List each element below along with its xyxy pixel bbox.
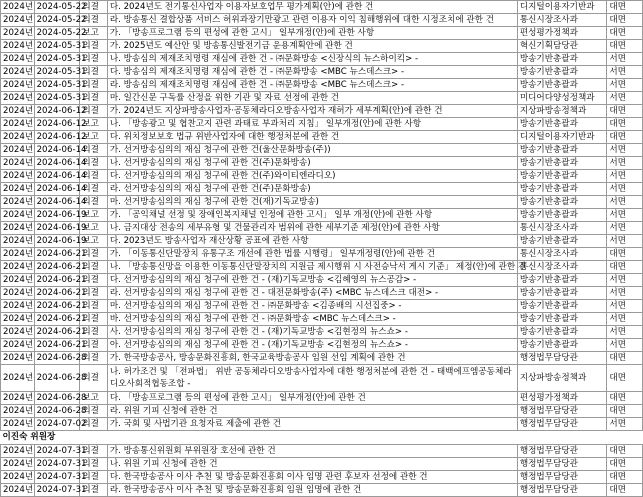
kind-cell: 의결 (80, 300, 107, 313)
table-row (1, 222, 643, 235)
meeting-type-cell: 대면 (607, 445, 643, 458)
kind-cell: 보고 (80, 222, 107, 235)
table-row (1, 183, 643, 196)
department-cell: 방송기반총괄과 (517, 339, 607, 352)
year-cell: 2024년 (1, 287, 35, 300)
department-cell: 방송기반총괄과 (517, 313, 607, 326)
meeting-type-cell: 대면 (607, 118, 643, 131)
meeting-type-cell: 서면 (607, 79, 643, 92)
agenda-title-cell: 라. 방송통신 결합상품 서비스 허위과장기만광고 관련 이용자 이익 침해행위에 대한 시정조치에 관한 건 (107, 14, 517, 27)
meeting-type-cell: 서면 (607, 326, 643, 339)
agenda-title-cell: 다. 2023년도 방송사업자 재산상황 공표에 관한 사항 (107, 235, 517, 248)
meeting-type-cell: 대면 (607, 352, 643, 365)
department-cell: 방송기반총괄과 (517, 326, 607, 339)
year-cell: 2024년 (1, 105, 35, 118)
department-cell: 방송기반총괄과 (517, 66, 607, 79)
table-row (1, 235, 643, 248)
date-cell: 2024-06-21 (34, 339, 80, 352)
agenda-title-cell: 가. 「공익채널 선정 및 장애인복지채널 인정에 관한 고시」 일부 개정(안)에 관한 사항 (107, 209, 517, 222)
agenda-title-cell: 라. 위원 기피 신청에 관한 건 (107, 405, 517, 418)
meeting-type-cell: 서면 (607, 92, 643, 105)
department-cell: 미디어다양성정책과 (517, 92, 607, 105)
agenda-title-cell: 라. 선거방송심의의 재심 청구에 관한 건 - 대전문화방송(주) <MBC 뉴스데스크 대전> - (107, 287, 517, 300)
date-cell: 2024-06-19 (34, 235, 80, 248)
agenda-title-cell: 나. 허가조건 및 「전파법」 위반 공동체라디오방송사업자에 대한 행정처분에 관한 건 - 태백에프엠공동체라디오사회적협동조합 - (107, 365, 517, 392)
department-cell: 방송기반총괄과 (517, 79, 607, 92)
date-cell: 2024-07-31 (34, 484, 80, 497)
year-cell: 2024년 (1, 118, 35, 131)
table-row (1, 92, 643, 105)
kind-cell: 의결 (80, 157, 107, 170)
date-cell: 2024-06-12 (34, 118, 80, 131)
year-cell: 2024년 (1, 235, 35, 248)
department-cell: 방송기반총괄과 (517, 183, 607, 196)
department-cell: 방송기반총괄과 (517, 53, 607, 66)
table-row (1, 405, 643, 418)
agenda-title-cell: 가. 국회 및 사법기관 요청자료 제출에 관한 건 (107, 418, 517, 431)
kind-cell: 의결 (80, 326, 107, 339)
table-row (1, 313, 643, 326)
department-cell: 행정법무담당관 (517, 445, 607, 458)
table-row (1, 445, 643, 458)
table-row (1, 418, 643, 431)
kind-cell: 의결 (80, 79, 107, 92)
date-cell: 2024-06-14 (34, 170, 80, 183)
date-cell: 2024-06-28 (34, 392, 80, 405)
year-cell: 2024년 (1, 79, 35, 92)
date-cell: 2024-06-21 (34, 274, 80, 287)
department-cell: 행정법무담당관 (517, 418, 607, 431)
department-cell: 방송기반총괄과 (517, 170, 607, 183)
kind-cell: 보고 (80, 209, 107, 222)
date-cell: 2024-05-31 (34, 79, 80, 92)
agenda-title-cell: 다. 「방송프로그램 등의 편성에 관한 고시」 일부개정(안)에 관한 건 (107, 392, 517, 405)
department-cell: 방송기반총괄과 (517, 144, 607, 157)
kind-cell: 의결 (80, 144, 107, 157)
department-cell: 행정법무담당관 (517, 458, 607, 471)
year-cell: 2024년 (1, 144, 35, 157)
year-cell: 2024년 (1, 484, 35, 497)
date-cell: 2024-05-31 (34, 53, 80, 66)
meeting-type-cell: 대면 (607, 458, 643, 471)
agenda-title-cell: 가. 선거방송심의의 재심 청구에 관한 건(울산문화방송(주)) (107, 144, 517, 157)
section-row (1, 431, 643, 445)
agenda-title-cell: 라. 선거방송심의의 재심 청구에 관한 건(주)문화방송) (107, 183, 517, 196)
year-cell: 2024년 (1, 392, 35, 405)
date-cell: 2024-07-31 (34, 445, 80, 458)
department-cell: 디지털이용자기반과 (517, 131, 607, 144)
agenda-title-cell: 아. 선거방송심의의 재심 청구에 관한 건 - (재)기독교방송 <김현정의 뉴스쇼> - (107, 339, 517, 352)
year-cell: 2024년 (1, 92, 35, 105)
table-row (1, 261, 643, 274)
meeting-type-cell: 서면 (607, 300, 643, 313)
meeting-type-cell: 서면 (607, 287, 643, 300)
agenda-title-cell: 나. 방송심의 제재조치명령 재심에 관한 건 - ㈜문화방송 <신장식의 뉴스하이킥> - (107, 53, 517, 66)
department-cell: 방송기반총괄과 (517, 287, 607, 300)
kind-cell: 의결 (80, 105, 107, 118)
meeting-type-cell: 서면 (607, 66, 643, 79)
kind-cell: 의결 (80, 458, 107, 471)
year-cell: 2024년 (1, 471, 35, 484)
kind-cell: 의결 (80, 183, 107, 196)
date-cell: 2024-07-31 (34, 458, 80, 471)
kind-cell: 의결 (80, 287, 107, 300)
year-cell: 2024년 (1, 365, 35, 392)
meeting-type-cell: 대면 (607, 248, 643, 261)
table-row (1, 300, 643, 313)
year-cell: 2024년 (1, 274, 35, 287)
meeting-type-cell: 서면 (607, 196, 643, 209)
date-cell: 2024-06-14 (34, 157, 80, 170)
department-cell: 방송기반총괄과 (517, 300, 607, 313)
kind-cell: 의결 (80, 248, 107, 261)
meeting-type-cell: 대면 (607, 405, 643, 418)
table-row (1, 248, 643, 261)
meeting-type-cell: 대면 (607, 131, 643, 144)
date-cell: 2024-06-12 (34, 131, 80, 144)
kind-cell: 보고 (80, 392, 107, 405)
date-cell: 2024-06-21 (34, 248, 80, 261)
kind-cell: 의결 (80, 418, 107, 431)
table-row (1, 157, 643, 170)
date-cell: 2024-05-31 (34, 40, 80, 53)
date-cell: 2024-06-28 (34, 405, 80, 418)
kind-cell: 의결 (80, 53, 107, 66)
meeting-type-cell: 서면 (607, 274, 643, 287)
agenda-title-cell: 라. 한국방송공사 이사 추천 및 방송문화진흥회 임원 임명에 관한 건 (107, 484, 517, 497)
meeting-type-cell: 서면 (607, 209, 643, 222)
kind-cell: 의결 (80, 66, 107, 79)
date-cell: 2024-06-14 (34, 183, 80, 196)
date-cell: 2024-05-22 (34, 27, 80, 40)
department-cell: 방송기반총괄과 (517, 118, 607, 131)
kind-cell: 의결 (80, 484, 107, 497)
agenda-title-cell: 나. 「방송통신망을 이용한 이동통신단말장치의 지원금 제시행위 시 사전승낙서 게시 기준」 제정(안)에 관한 건 (107, 261, 517, 274)
agenda-title-cell: 마. 선거방송심의의 재심 청구에 관한 건 - ㈜문화방송 <김종배의 시선집중> - (107, 300, 517, 313)
department-cell: 지상파방송정책과 (517, 105, 607, 118)
date-cell: 2024-05-22 (34, 14, 80, 27)
date-cell: 2024-06-21 (34, 261, 80, 274)
table-row (1, 365, 643, 392)
year-cell: 2024년 (1, 27, 35, 40)
section-divider (1, 431, 643, 445)
kind-cell: 의결 (80, 339, 107, 352)
kind-cell: 의결 (80, 40, 107, 53)
kind-cell: 의결 (80, 170, 107, 183)
department-cell: 통신시장조사과 (517, 14, 607, 27)
agenda-title-cell: 가. 2025년도 예산안 및 방송통신발전기금 운용계획안에 관한 건 (107, 40, 517, 53)
date-cell: 2024-06-12 (34, 105, 80, 118)
kind-cell: 의결 (80, 352, 107, 365)
agenda-title-cell: 가. 한국방송공사, 방송문화진흥회, 한국교육방송공사 임원 선임 계획에 관한 건 (107, 352, 517, 365)
agenda-title-cell: 다. 선거방송심의의 재심 청구에 관한 건(주)와이티엔라디오) (107, 170, 517, 183)
table-row (1, 131, 643, 144)
date-cell: 2024-06-21 (34, 300, 80, 313)
kind-cell: 의결 (80, 1, 107, 14)
agenda-title-cell: 라. 방송심의 제재조치명령 재심에 관한 건 - ㈜문화방송 <MBC 뉴스데스크> - (107, 79, 517, 92)
department-cell: 행정법무담당관 (517, 471, 607, 484)
kind-cell: 의결 (80, 445, 107, 458)
agenda-table-body-bottom (1, 445, 643, 497)
date-cell: 2024-05-31 (34, 92, 80, 105)
department-cell: 행정법무담당관 (517, 405, 607, 418)
year-cell: 2024년 (1, 40, 35, 53)
table-row (1, 79, 643, 92)
meeting-type-cell: 대면 (607, 261, 643, 274)
kind-cell: 의결 (80, 14, 107, 27)
year-cell: 2024년 (1, 222, 35, 235)
agenda-title-cell: 나. 「방송광고 및 협찬고지 관련 과태료 부과처리 지침」 일부개정(안)에 관한 사항 (107, 118, 517, 131)
agenda-title-cell: 다. 선거방송심의의 재심 청구에 관한 건 - (재)기독교방송 <김혜영의 뉴스공감> - (107, 274, 517, 287)
year-cell: 2024년 (1, 445, 35, 458)
agenda-title-cell: 다. 한국방송공사 이사 추천 및 방송문화진흥회 이사 임명 관련 후보자 선정에 관한 건 (107, 471, 517, 484)
meeting-type-cell: 서면 (607, 222, 643, 235)
table-row (1, 66, 643, 79)
meeting-type-cell: 대면 (607, 392, 643, 405)
agenda-title-cell: 바. 선거방송심의의 재심 청구에 관한 건 - ㈜문화방송 <MBC 뉴스데스크> - (107, 313, 517, 326)
date-cell: 2024-07-02 (34, 418, 80, 431)
agenda-table-body-top (1, 1, 643, 431)
department-cell: 편성평가정책과 (517, 27, 607, 40)
department-cell: 행정법무담당관 (517, 352, 607, 365)
agenda-title-cell: 가. 「이동통신단말장치 유통구조 개선에 관한 법률 시행령」 일부개정령(안)에 관한 건 (107, 248, 517, 261)
department-cell: 혁신기획담당관 (517, 40, 607, 53)
year-cell: 2024년 (1, 339, 35, 352)
agenda-title-cell: 다. 위치정보보호 법규 위반사업자에 대한 행정처분에 관한 건 (107, 131, 517, 144)
year-cell: 2024년 (1, 170, 35, 183)
date-cell: 2024-06-28 (34, 352, 80, 365)
year-cell: 2024년 (1, 183, 35, 196)
meeting-type-cell: 대면 (607, 40, 643, 53)
meeting-type-cell: 서면 (607, 144, 643, 157)
department-cell: 통신시장조사과 (517, 248, 607, 261)
agenda-title-cell: 가. 「방송프로그램 등의 편성에 관한 고시」 일부개정(안)에 관한 사항 (107, 27, 517, 40)
date-cell: 2024-06-14 (34, 196, 80, 209)
table-row (1, 105, 643, 118)
year-cell: 2024년 (1, 352, 35, 365)
table-row (1, 118, 643, 131)
year-cell: 2024년 (1, 66, 35, 79)
kind-cell: 보고 (80, 235, 107, 248)
date-cell: 2024-06-28 (34, 365, 80, 392)
table-row (1, 170, 643, 183)
table-row (1, 287, 643, 300)
meeting-type-cell: 대면 (607, 27, 643, 40)
agenda-title-cell: 마. 선거방송심의의 재심 청구에 관한 건(재)기독교방송) (107, 196, 517, 209)
table-row (1, 209, 643, 222)
year-cell: 2024년 (1, 405, 35, 418)
table-row (1, 458, 643, 471)
department-cell: 방송기반총괄과 (517, 209, 607, 222)
year-cell: 2024년 (1, 418, 35, 431)
meeting-type-cell: 대면 (607, 365, 643, 392)
department-cell: 방송기반총괄과 (517, 196, 607, 209)
kind-cell: 의결 (80, 274, 107, 287)
meeting-type-cell: 서면 (607, 53, 643, 66)
meeting-type-cell: 서면 (607, 313, 643, 326)
kind-cell: 의결 (80, 92, 107, 105)
year-cell: 2024년 (1, 14, 35, 27)
date-cell: 2024-05-31 (34, 66, 80, 79)
date-cell: 2024-06-21 (34, 326, 80, 339)
department-cell: 편성평가정책과 (517, 392, 607, 405)
table-row (1, 196, 643, 209)
table-row (1, 339, 643, 352)
agenda-title-cell: 마. 일간신문 구독률 산정을 위한 기관 및 자료 선정에 관한 건 (107, 92, 517, 105)
kind-cell: 보고 (80, 118, 107, 131)
year-cell: 2024년 (1, 1, 35, 14)
year-cell: 2024년 (1, 157, 35, 170)
department-cell: 디지털이용자기반과 (517, 1, 607, 14)
department-cell: 통신시장조사과 (517, 261, 607, 274)
meeting-type-cell: 서면 (607, 170, 643, 183)
date-cell: 2024-06-14 (34, 144, 80, 157)
meeting-type-cell: 대면 (607, 484, 643, 497)
agenda-title-cell: 다. 방송심의 제재조치명령 재심에 관한 건 - ㈜문화방송 <MBC 뉴스데스크> - (107, 66, 517, 79)
table-row (1, 144, 643, 157)
meeting-type-cell: 서면 (607, 339, 643, 352)
table-row (1, 274, 643, 287)
kind-cell: 보고 (80, 27, 107, 40)
meeting-type-cell: 서면 (607, 157, 643, 170)
year-cell: 2024년 (1, 300, 35, 313)
agenda-title-cell: 가. 방송통신위원회 부위원장 호선에 관한 건 (107, 445, 517, 458)
department-cell: 지상파방송정책과 (517, 365, 607, 392)
table-row (1, 14, 643, 27)
department-cell: 방송기반총괄과 (517, 157, 607, 170)
kind-cell: 의결 (80, 261, 107, 274)
year-cell: 2024년 (1, 326, 35, 339)
kind-cell: 의결 (80, 313, 107, 326)
year-cell: 2024년 (1, 53, 35, 66)
meeting-type-cell: 대면 (607, 471, 643, 484)
table-row (1, 392, 643, 405)
meeting-type-cell: 대면 (607, 105, 643, 118)
year-cell: 2024년 (1, 313, 35, 326)
meeting-type-cell: 대면 (607, 1, 643, 14)
section-label: 이진숙 위원장 (1, 431, 643, 445)
date-cell: 2024-06-21 (34, 313, 80, 326)
meeting-type-cell: 서면 (607, 235, 643, 248)
year-cell: 2024년 (1, 248, 35, 261)
agenda-title-cell: 나. 위원 기피 신청에 관한 건 (107, 458, 517, 471)
kind-cell: 의결 (80, 471, 107, 484)
department-cell: 방송기반총괄과 (517, 274, 607, 287)
agenda-title-cell: 다. 2024년도 전기통신사업자 이용자보호업무 평가계획(안)에 관한 건 (107, 1, 517, 14)
table-row (1, 471, 643, 484)
meeting-type-cell: 대면 (607, 14, 643, 27)
agenda-title-cell: 사. 선거방송심의의 재심 청구에 관한 건 - (재)기독교방송 <김현정의 뉴스쇼> - (107, 326, 517, 339)
table-row (1, 27, 643, 40)
year-cell: 2024년 (1, 261, 35, 274)
department-cell: 통신시장조사과 (517, 222, 607, 235)
date-cell: 2024-06-19 (34, 209, 80, 222)
table-row (1, 352, 643, 365)
date-cell: 2024-07-31 (34, 471, 80, 484)
date-cell: 2024-06-19 (34, 222, 80, 235)
meeting-type-cell: 서면 (607, 183, 643, 196)
meeting-type-cell: 서면 (607, 418, 643, 431)
table-row (1, 326, 643, 339)
kind-cell: 의결 (80, 196, 107, 209)
year-cell: 2024년 (1, 196, 35, 209)
kind-cell: 보고 (80, 131, 107, 144)
kind-cell: 의결 (80, 365, 107, 392)
agenda-title-cell: 나. 금지대상 전송의 세부유형 및 건물관리자 범위에 관한 세부기준 제정(안)에 관한 사항 (107, 222, 517, 235)
table-row (1, 1, 643, 14)
agenda-title-cell: 나. 선거방송심의의 재심 청구에 관한 건(주)문화방송) (107, 157, 517, 170)
year-cell: 2024년 (1, 209, 35, 222)
department-cell: 행정법무담당관 (517, 484, 607, 497)
department-cell: 방송기반총괄과 (517, 235, 607, 248)
table-row (1, 40, 643, 53)
date-cell: 2024-06-21 (34, 287, 80, 300)
agenda-title-cell: 가. 2024년도 지상파방송사업자·공동체라디오방송사업자 재허가 세부계획(안)에 관한 건 (107, 105, 517, 118)
date-cell: 2024-05-22 (34, 1, 80, 14)
kind-cell: 의결 (80, 405, 107, 418)
table-row (1, 53, 643, 66)
year-cell: 2024년 (1, 131, 35, 144)
table-row (1, 484, 643, 497)
year-cell: 2024년 (1, 458, 35, 471)
